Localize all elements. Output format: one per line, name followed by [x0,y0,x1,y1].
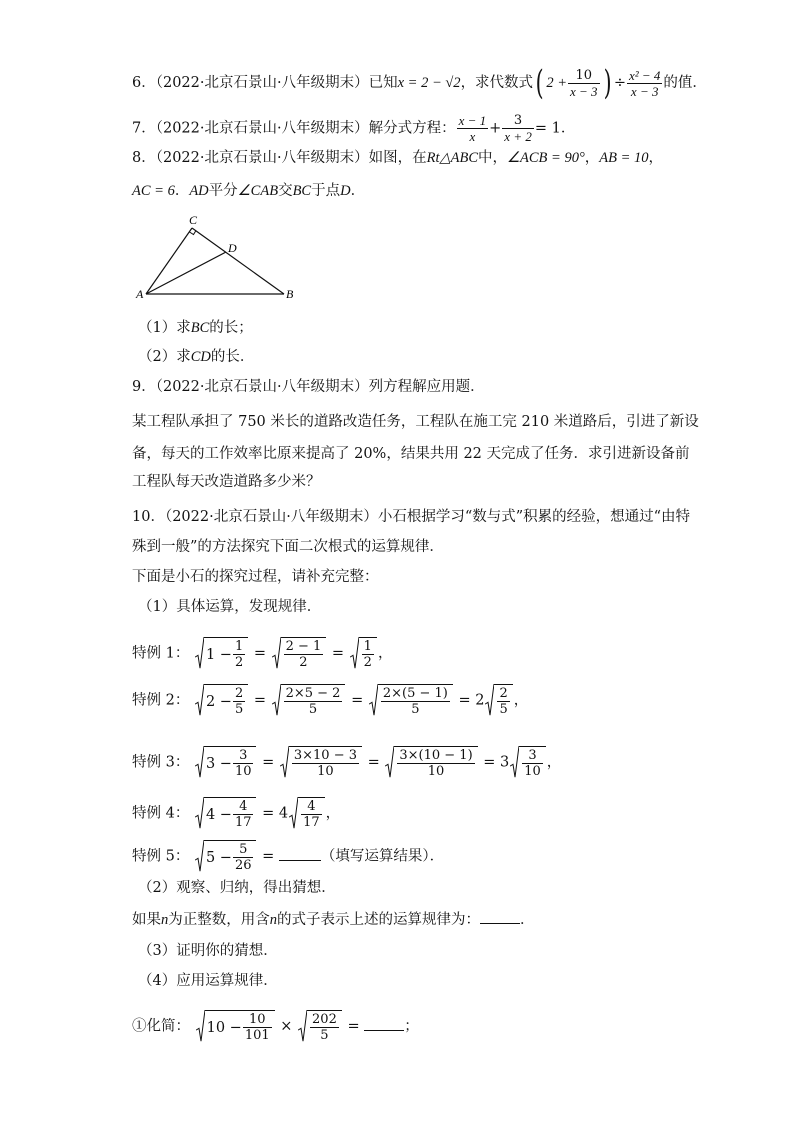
q8-part2-a: （2）求 [138,349,191,365]
q8-ab: AB = 10 [599,150,649,166]
q8-part2 [138,347,254,367]
q8-text-c: ， [584,150,600,166]
q9-line1: 9．（2022·北京石景山·八年级期末）列方程解应用题． [132,379,485,395]
q6-open-paren: ( [535,63,544,103]
q10-line1: 10．（2022·北京石景山·八年级期末）小石根据学习“数与式”积累的经验，想通过“由特 [132,509,691,525]
q10-apply1: ①化简： 10 − $\frac{10}{101}$ × $\frac{202}{5}$ = ； [132,1012,419,1043]
q8-text-h: 于点 [311,183,341,199]
q10-step3: （3）证明你的猜想． [138,943,278,959]
conj-d: ． [520,912,535,928]
q10-ex5: 特例 5： 5 − $\frac{5}{26}$ = （填写运算结果）． [132,842,445,873]
q6-suffix: 的值． [663,75,707,91]
q7-frac-a: $\frac{x - 1}{x}$ [458,113,487,144]
q8-text-f: 平分 [208,183,238,199]
q8-line2 [132,181,365,201]
q8-part2-b: 的长． [210,349,255,365]
q8-part1-bc: BC [190,320,210,336]
apply1-answer-blank[interactable] [364,1030,404,1031]
conj-n2: n [269,912,277,928]
triangle-figure [134,212,304,304]
q10-ex2: 特例 2： 2 − $\frac{2}{5}$ = $\frac{2\times 5 - 2}{5}$ = $\frac{2\times(5 - 1)}{5}$ = 2 $\frac{2}{5}$ ， [132,686,529,717]
q10-ex5-label: 特例 5： [132,848,190,865]
q8-cab: ∠CAB [237,183,279,199]
q7-frac-b: $\frac{3}{x + 2}$ [504,113,532,144]
apply1-suffix: ； [404,1018,419,1035]
q10-ex5-suffix: （填写运算结果）． [320,848,445,865]
segment-ad [146,252,226,294]
q8-part2-cd: CD [190,349,211,365]
q7-line: 7．（2022·北京石景山·八年级期末）解分式方程： $\frac{x - 1}{x}$ + $\frac{3}{x + 2}$ = 1． [132,113,576,144]
q9-line2: 某工程队承担了 750 米长的道路改造任务，工程队在施工完 210 米道路后，引进了新设 [132,414,699,430]
q8-text-a: 8．（2022·北京石景山·八年级期末）如图，在 [132,150,427,166]
q8-d: D [340,183,351,199]
q8-ac: AC = 6 [132,183,175,199]
q6-mid: ，求代数式 [460,75,534,91]
conj-b: 为正整数，用含 [168,912,270,928]
q6-line: 6．（2022·北京石景山·八年级期末）已知x = 2 − √2，求代数式( 2 + $\frac{10}{x - 3}$ ) ÷ $\frac{\text{x² − 4}}{x - 3}$ 的值． [132,63,707,103]
q10-ex3: 特例 3： 3 − $\frac{3}{10}$ = $\frac{3\times 10 - 3}{10}$ = $\frac{3\times(10 - 1)}{10}$ = 3 $\frac{3}{10}$ ， [132,748,562,779]
q9-line4: 工程队每天改造道路多少米？ [132,474,321,490]
q6-frac-b: $\frac{\text{x² − 4}}{x - 3}$ [628,67,661,99]
side-ac [146,228,192,294]
q10-step4: （4）应用运算规律． [138,973,278,989]
apply1-label: ①化简： [132,1018,190,1035]
label-b: B [286,287,294,301]
q6-frac-a: $\frac{10}{x - 3}$ [570,67,598,99]
q8-angle: ∠ACB = 90° [507,150,585,166]
conj-n1: n [161,912,169,928]
q8-text-b: 中， [478,150,508,166]
q10-ex3-label: 特例 3： [132,754,190,771]
q10-ex1-label: 特例 1： [132,645,190,662]
q9-line3: 备，每天的工作效率比原来提高了 20%，结果共用 22 天完成了任务．求引进新设备前 [132,446,690,462]
conj-a: 如果 [132,912,161,928]
ex5-answer-blank[interactable] [279,860,321,861]
q6-close-paren: ) [603,63,612,103]
q8-text-d: ， [648,150,663,166]
q8-part1 [138,318,253,338]
q8-bc: BC [292,183,312,199]
q10-line3: 下面是小石的探究过程，请补充完整： [132,569,379,585]
q10-ex4-label: 特例 4： [132,805,190,822]
q8-text-g: 交 [278,183,293,199]
q8-part1-a: （1）求 [138,320,191,336]
q7-suffix: ． [560,120,576,137]
q8-part1-b: 的长； [209,320,253,336]
q10-conjecture [132,910,535,930]
q6-given: x = 2 − √2 [397,75,461,91]
q10-step2: （2）观察、归纳，得出猜想． [138,880,336,896]
q8-ad: AD [189,183,209,199]
side-cb [192,228,284,294]
q8-rt-triangle: Rt△ABC [426,150,479,166]
conjecture-answer-blank[interactable] [480,923,520,924]
q10-ex1: 特例 1： 1 − $\frac{1}{2}$ = $\frac{2 - 1}{2}$ = $\frac{1}{2}$ ， [132,639,393,670]
q7-prefix: 7．（2022·北京石景山·八年级期末）解分式方程： [132,120,456,137]
q10-ex2-label: 特例 2： [132,692,190,709]
q6-prefix: 6．（2022·北京石景山·八年级期末）已知 [132,75,398,91]
q10-line2: 殊到一般”的方法探究下面二次根式的运算规律． [132,539,444,555]
q8-line1 [132,148,663,168]
label-c: C [189,213,198,227]
q8-text-e: ． [174,183,190,199]
label-d: D [228,241,237,255]
q8-text-i: ． [350,183,366,199]
q10-step1: （1）具体运算，发现规律． [138,599,322,615]
conj-c: 的式子表示上述的运算规律为： [277,912,480,928]
q10-ex4: 特例 4： 4 − $\frac{4}{17}$ = 4 $\frac{4}{17}$ ， [132,799,341,830]
label-a: A [136,287,144,301]
